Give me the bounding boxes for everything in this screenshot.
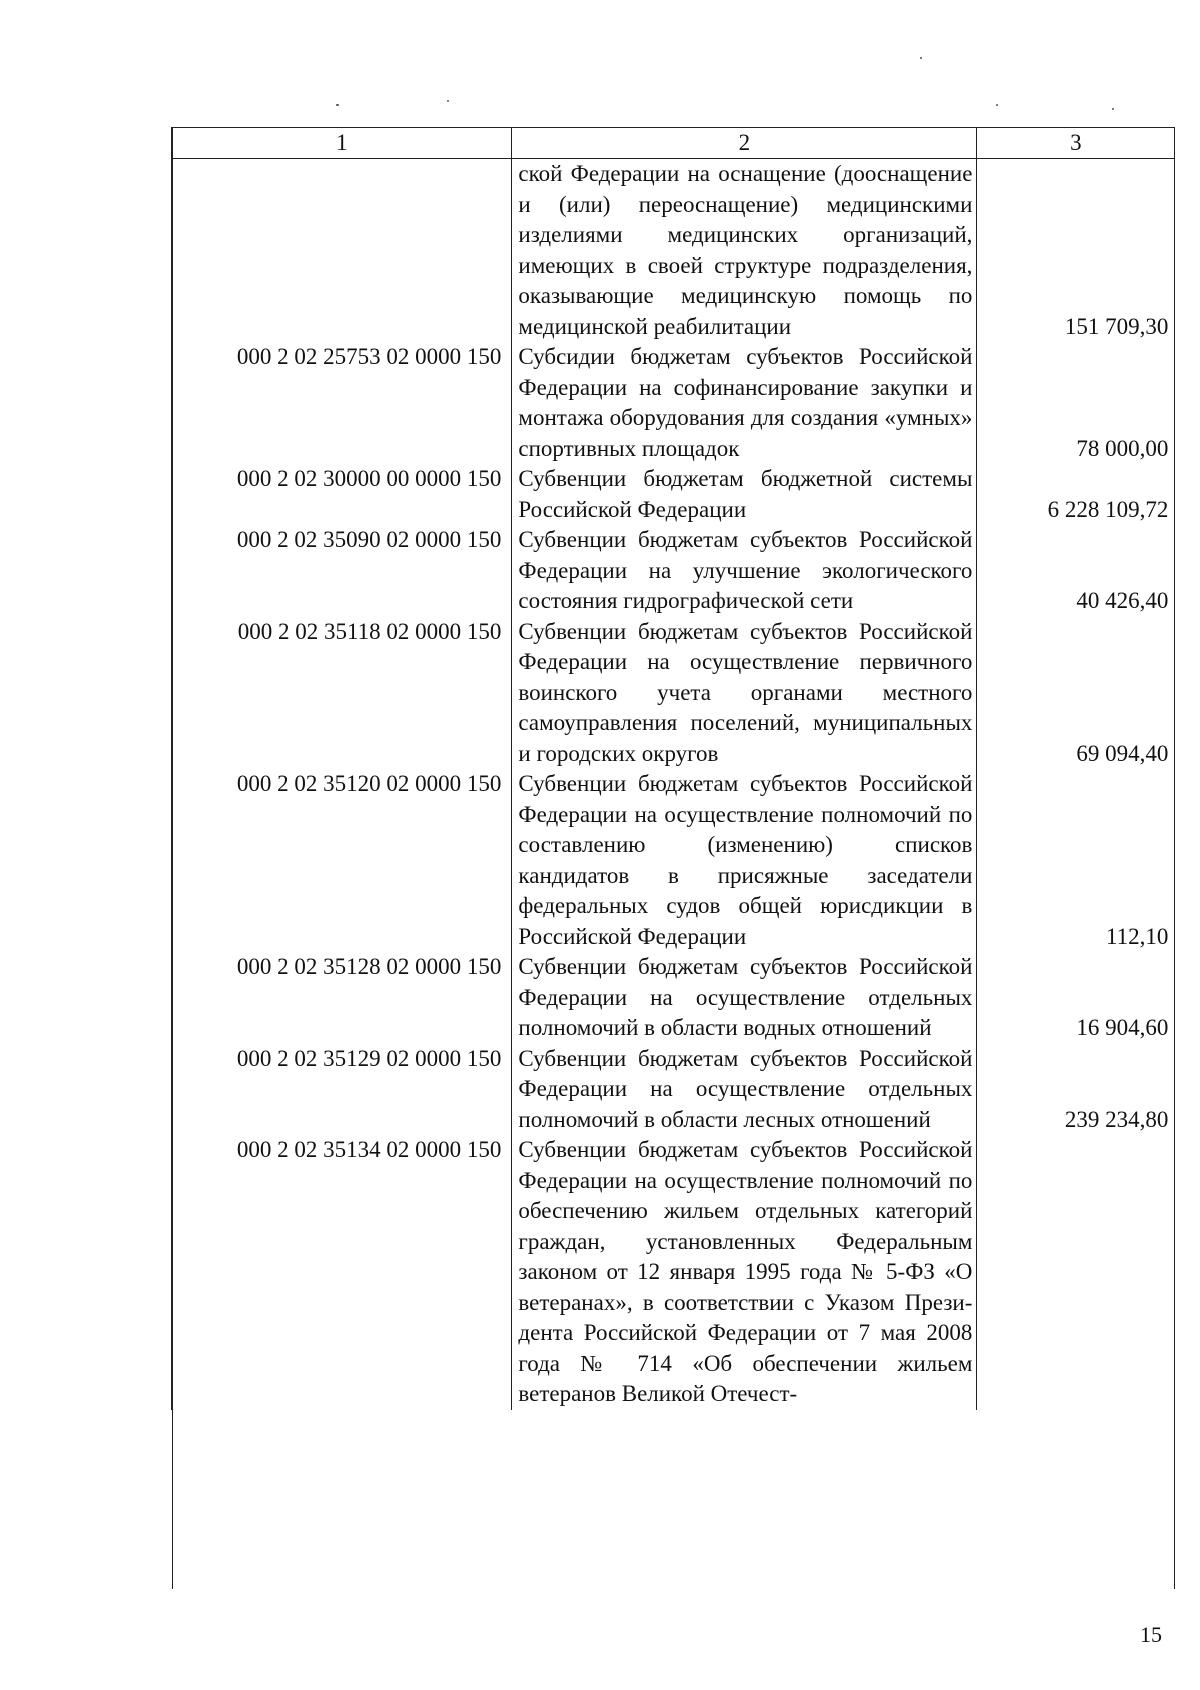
row-code [172,159,512,343]
table-row [172,617,1175,770]
row-code: 000 2 02 35128 02 0000 150 [172,952,512,1044]
row-amount [977,1135,1175,1410]
row-description: Субвенции бюджетам субъектов Российской Федерации на осуществление полномочий по обеспечению жильем отдельных категорий граждан, установленных Федеральным законом от 12 января 1995 года № 5-ФЗ «О ветеранах», в соответствии с Указом Президента Российской Федерации от 7 мая 2008 года № 714 «Об обеспечении жильем ветеранов Великой Отечест- [512,1135,977,1410]
row-amount: 69 094,40 [977,617,1175,770]
page-number: 15 [1140,1622,1162,1647]
row-code: 000 2 02 35129 02 0000 150 [172,1044,512,1136]
scan-speck [447,100,449,102]
scan-speck [996,104,998,106]
table-row [172,952,1175,1044]
scan-speck [336,104,339,106]
table-row [172,769,1175,952]
table-header [172,128,1175,159]
row-description: Субвенции бюджетам субъектов Российской Федерации на улучшение экологического состояния гидрографической сети [512,525,977,617]
row-code: 000 2 02 30000 00 0000 150 [172,464,512,525]
row-code: 000 2 02 25753 02 0000 150 [172,342,512,464]
row-amount: 112,10 [977,769,1175,952]
row-amount: 78 000,00 [977,342,1175,464]
row-description: Субвенции бюджетам бюджетной системы Российской Федерации [512,464,977,525]
table-row [172,464,1175,525]
row-description: Субвенции бюджетам субъектов Российской Федерации на осуществление полномочий по составлению (изменению) списков кандидатов в присяжные заседатели федеральных судов общей юрисдикции в Российской Федерации [512,769,977,952]
scan-speck [920,57,922,59]
row-description: Субвенции бюджетам субъектов Российской Федерации на осуществление отдельных полномочий в области водных отношений [512,952,977,1044]
table-row [172,342,1175,464]
row-description: ской Федерации на оснащение (дооснащение и (или) переоснащение) медицинскими изделиями медицинских организаций, имеющих в своей структуре подразделения, оказывающие медицинскую помощь по медицинской реабилитации [512,159,977,343]
row-code: 000 2 02 35118 02 0000 150 [172,617,512,770]
table-body [172,159,1175,1410]
row-amount: 239 234,80 [977,1044,1175,1136]
table-row [172,1044,1175,1136]
header-col-1: 1 [172,128,512,159]
row-description: Субвенции бюджетам субъектов Российской Федерации на осуществление первичного воинского учета органами местного самоуправления поселений, муниципальных и городских округов [512,617,977,770]
row-amount: 16 904,60 [977,952,1175,1044]
table-row [172,1135,1175,1410]
header-col-3: 3 [977,128,1175,159]
scan-speck [1112,108,1114,110]
row-code: 000 2 02 35120 02 0000 150 [172,769,512,952]
row-description: Субсидии бюджетам субъектов Российской Федерации на софинансирование закупки и монтажа оборудования для создания «умных» спортивных площадок [512,342,977,464]
budget-table-frame [172,127,1175,1589]
row-amount: 6 228 109,72 [977,464,1175,525]
row-code: 000 2 02 35134 02 0000 150 [172,1135,512,1410]
table-row [172,525,1175,617]
header-row [172,128,1175,159]
budget-table [171,127,1175,1410]
header-col-2: 2 [512,128,977,159]
row-amount: 40 426,40 [977,525,1175,617]
row-code: 000 2 02 35090 02 0000 150 [172,525,512,617]
row-description: Субвенции бюджетам субъектов Российской Федерации на осуществление отдельных полномочий в области лесных отношений [512,1044,977,1136]
row-amount: 151 709,30 [977,159,1175,343]
table-row [172,159,1175,343]
